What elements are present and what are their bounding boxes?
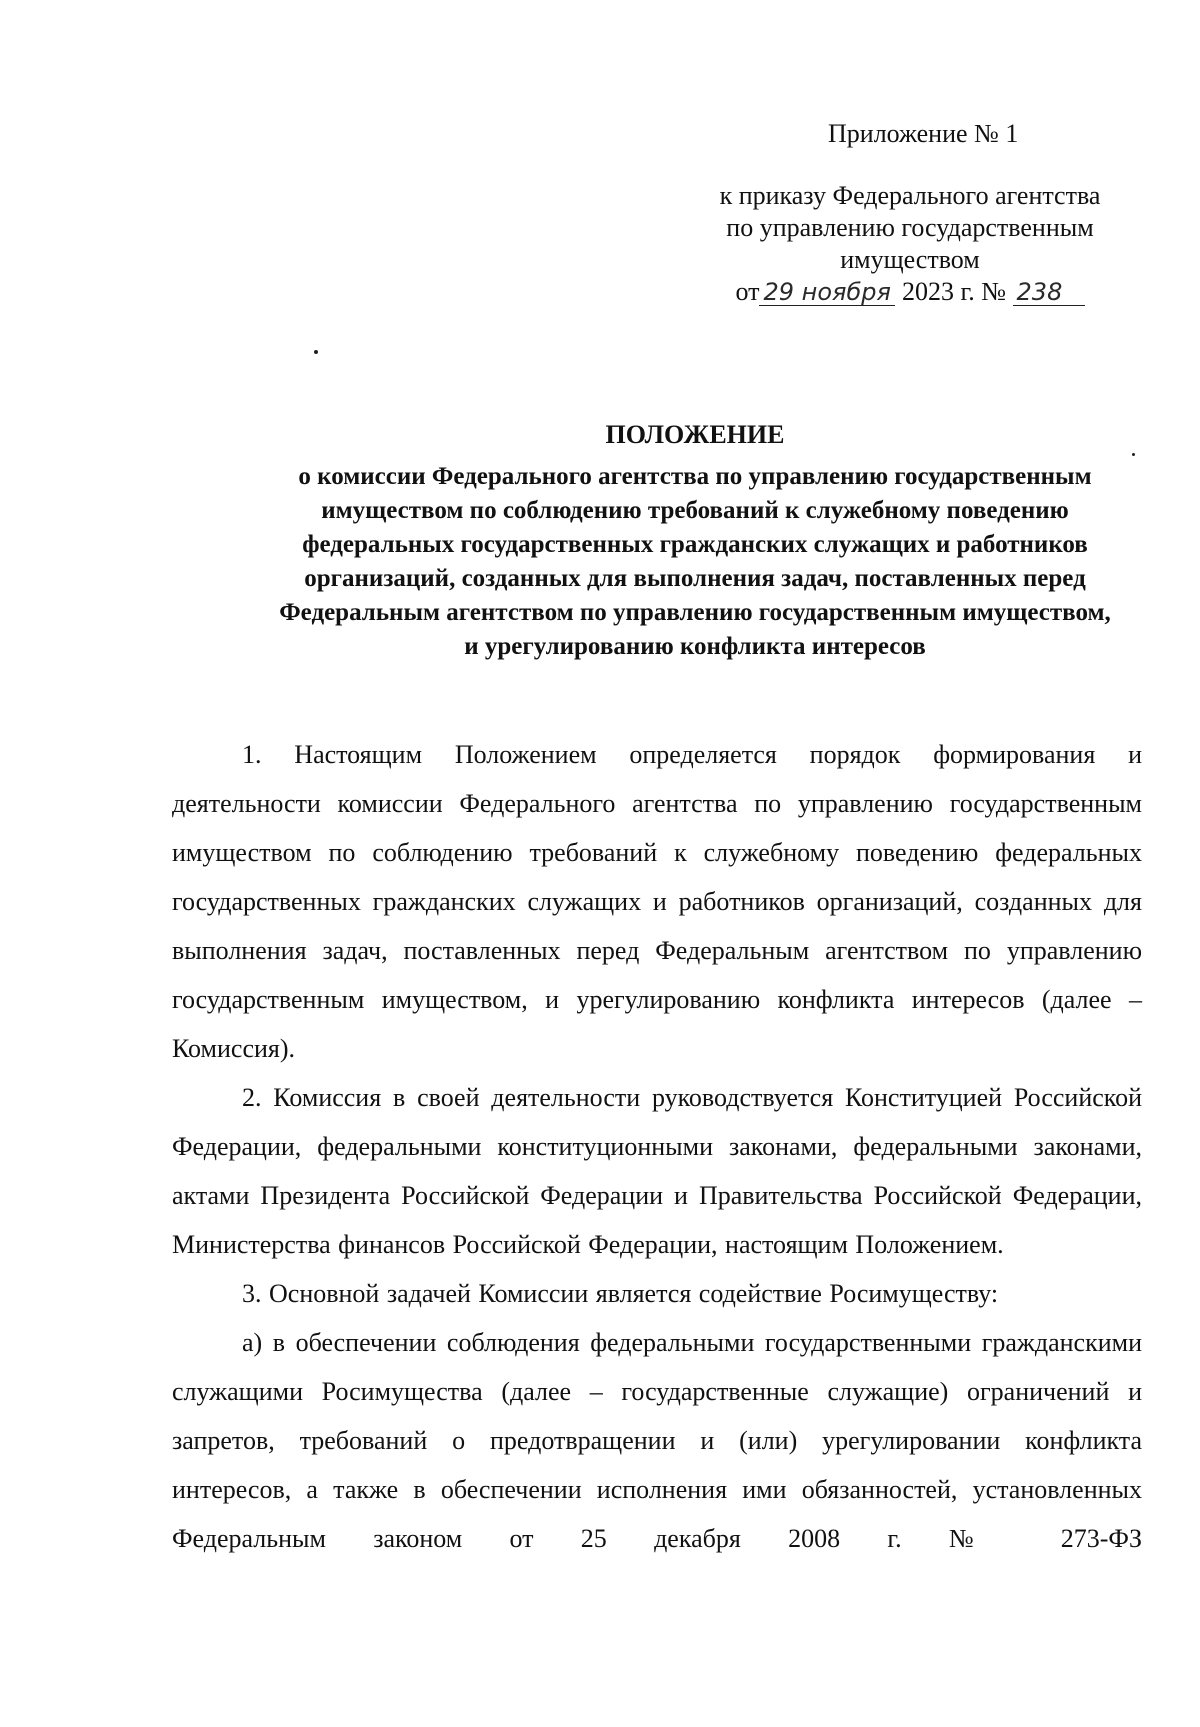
document-heading [160,418,1200,664]
handwritten-date: 29 ноября [759,279,895,306]
document-title: ПОЛОЖЕНИЕ [605,420,785,449]
annex-block [690,118,1150,308]
heading-line: и урегулированию конфликта интересов [464,633,926,660]
handwritten-order-number: 238 [1013,279,1085,306]
paragraph-1: 1. Настоящим Положением определяется порядок формирования и деятельности комиссии Федерального агентства по управлению государственным имуществом по соблюдению требований к служебному поведению федеральных государственных гражданских служащих и работников организаций, созданных для выполнения задач, поставленных перед Федеральным агентством по управлению государственным имуществом, и урегулированию конфликта интересов (далее – Комиссия). [172,740,1142,1063]
heading-line: организаций, созданных для выполнения задач, поставленных перед [304,565,1086,592]
document-body [172,730,1142,1563]
annex-number: Приложение № 1 [828,119,1019,148]
order-date-line [690,276,1130,308]
paragraph-2: 2. Комиссия в своей деятельности руководствуется Конституцией Российской Федерации, федеральными конституционными законами, федеральными законами, актами Президента Российской Федерации и Правительства Российской Федерации, Министерства финансов Российской Федерации, настоящим Положением. [172,1083,1142,1259]
paragraph-3a: а) в обеспечении соблюдения федеральными государственными гражданскими служащими Росимущества (далее – государственные служащие) ограничений и запретов, требований о предотвращении и (или) урегулировании конфликта интересов, а также в обеспечении исполнения ими обязанностей, установленных Федеральным законом от 25 декабря 2008 г. № 273-ФЗ [172,1328,1142,1553]
scan-speck [314,350,318,354]
date-year: 2023 г. № [901,277,1007,306]
heading-line: Федеральным агентством по управлению государственным имуществом, [279,599,1111,626]
annex-line: к приказу Федерального агентства [719,181,1101,210]
paragraph-3: 3. Основной задачей Комиссии является содействие Росимуществу: [242,1279,999,1308]
heading-line: федеральных государственных гражданских служащих и работников [302,531,1088,558]
annex-order-reference [690,180,1130,308]
heading-line: имуществом по соблюдению требований к служебному поведению [321,497,1069,524]
date-prefix: от [735,277,760,306]
annex-line: имуществом [840,245,980,274]
heading-line: о комиссии Федерального агентства по управлению государственным [298,463,1092,490]
annex-line: по управлению государственным [726,213,1094,242]
